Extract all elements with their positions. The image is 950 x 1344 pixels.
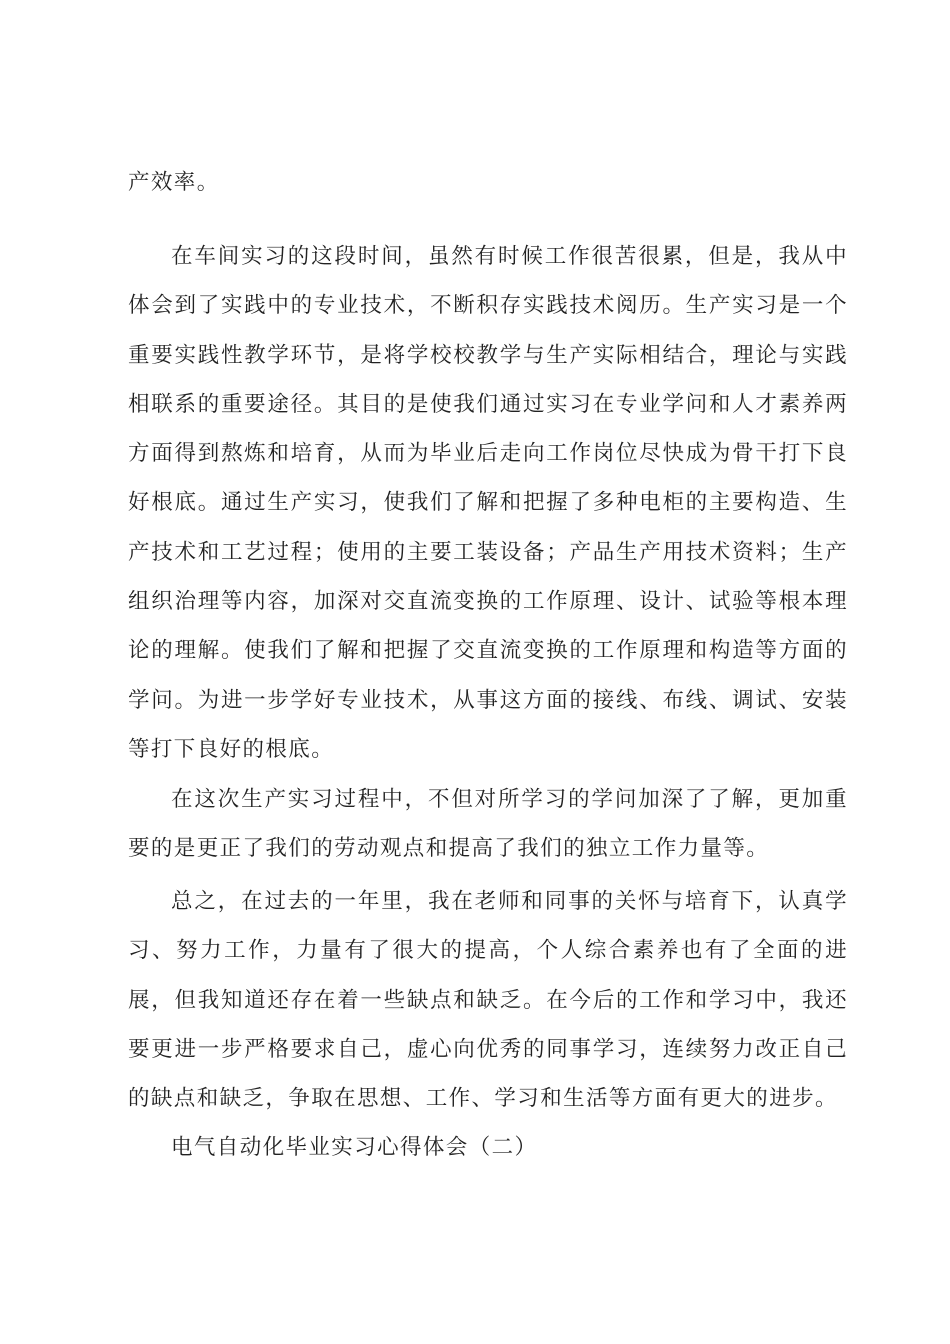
section-heading: 电气自动化毕业实习心得体会（二）	[171, 1135, 538, 1160]
paragraph-internship-gains: 在这次生产实习过程中，不但对所学习的学问加深了了解，更加重要的是更正了我们的劳动观点和提高了我们的独立工作力量等。	[128, 787, 848, 862]
paragraph-summary: 总之，在过去的一年里，我在老师和同事的关怀与培育下，认真学习、努力工作，力量有了很大的提高，个人综合素养也有了全面的进展，但我知道还存在着一些缺点和缺乏。在今后的工作和学习中，我还要更进一步严格要求自己，虚心向优秀的同事学习，连续努力改正自己的缺点和缺乏，争取在思想、工作、学习和生活等方面有更大的进步。	[128, 889, 848, 1112]
paragraph-workshop-internship: 在车间实习的这段时间，虽然有时候工作很苦很累，但是，我从中体会到了实践中的专业技术，不断积存实践技术阅历。生产实习是一个重要实践性教学环节，是将学校校教学与生产实际相结合，理论与实践相联系的重要途径。其目的是使我们通过实习在专业学问和人才素养两方面得到熬炼和培育，从而为毕业后走向工作岗位尽快成为骨干打下良好根底。通过生产实习，使我们了解和把握了多种电柜的主要构造、生产技术和工艺过程；使用的主要工装设备；产品生产用技术资料；生产组织治理等内容，加深对交直流变换的工作原理、设计、试验等根本理论的理解。使我们了解和把握了交直流变换的工作原理和构造等方面的学问。为进一步学好专业技术，从事这方面的接线、布线、调试、安装等打下良好的根底。	[128, 244, 848, 762]
paragraph-continuation: 产效率。	[128, 170, 220, 195]
